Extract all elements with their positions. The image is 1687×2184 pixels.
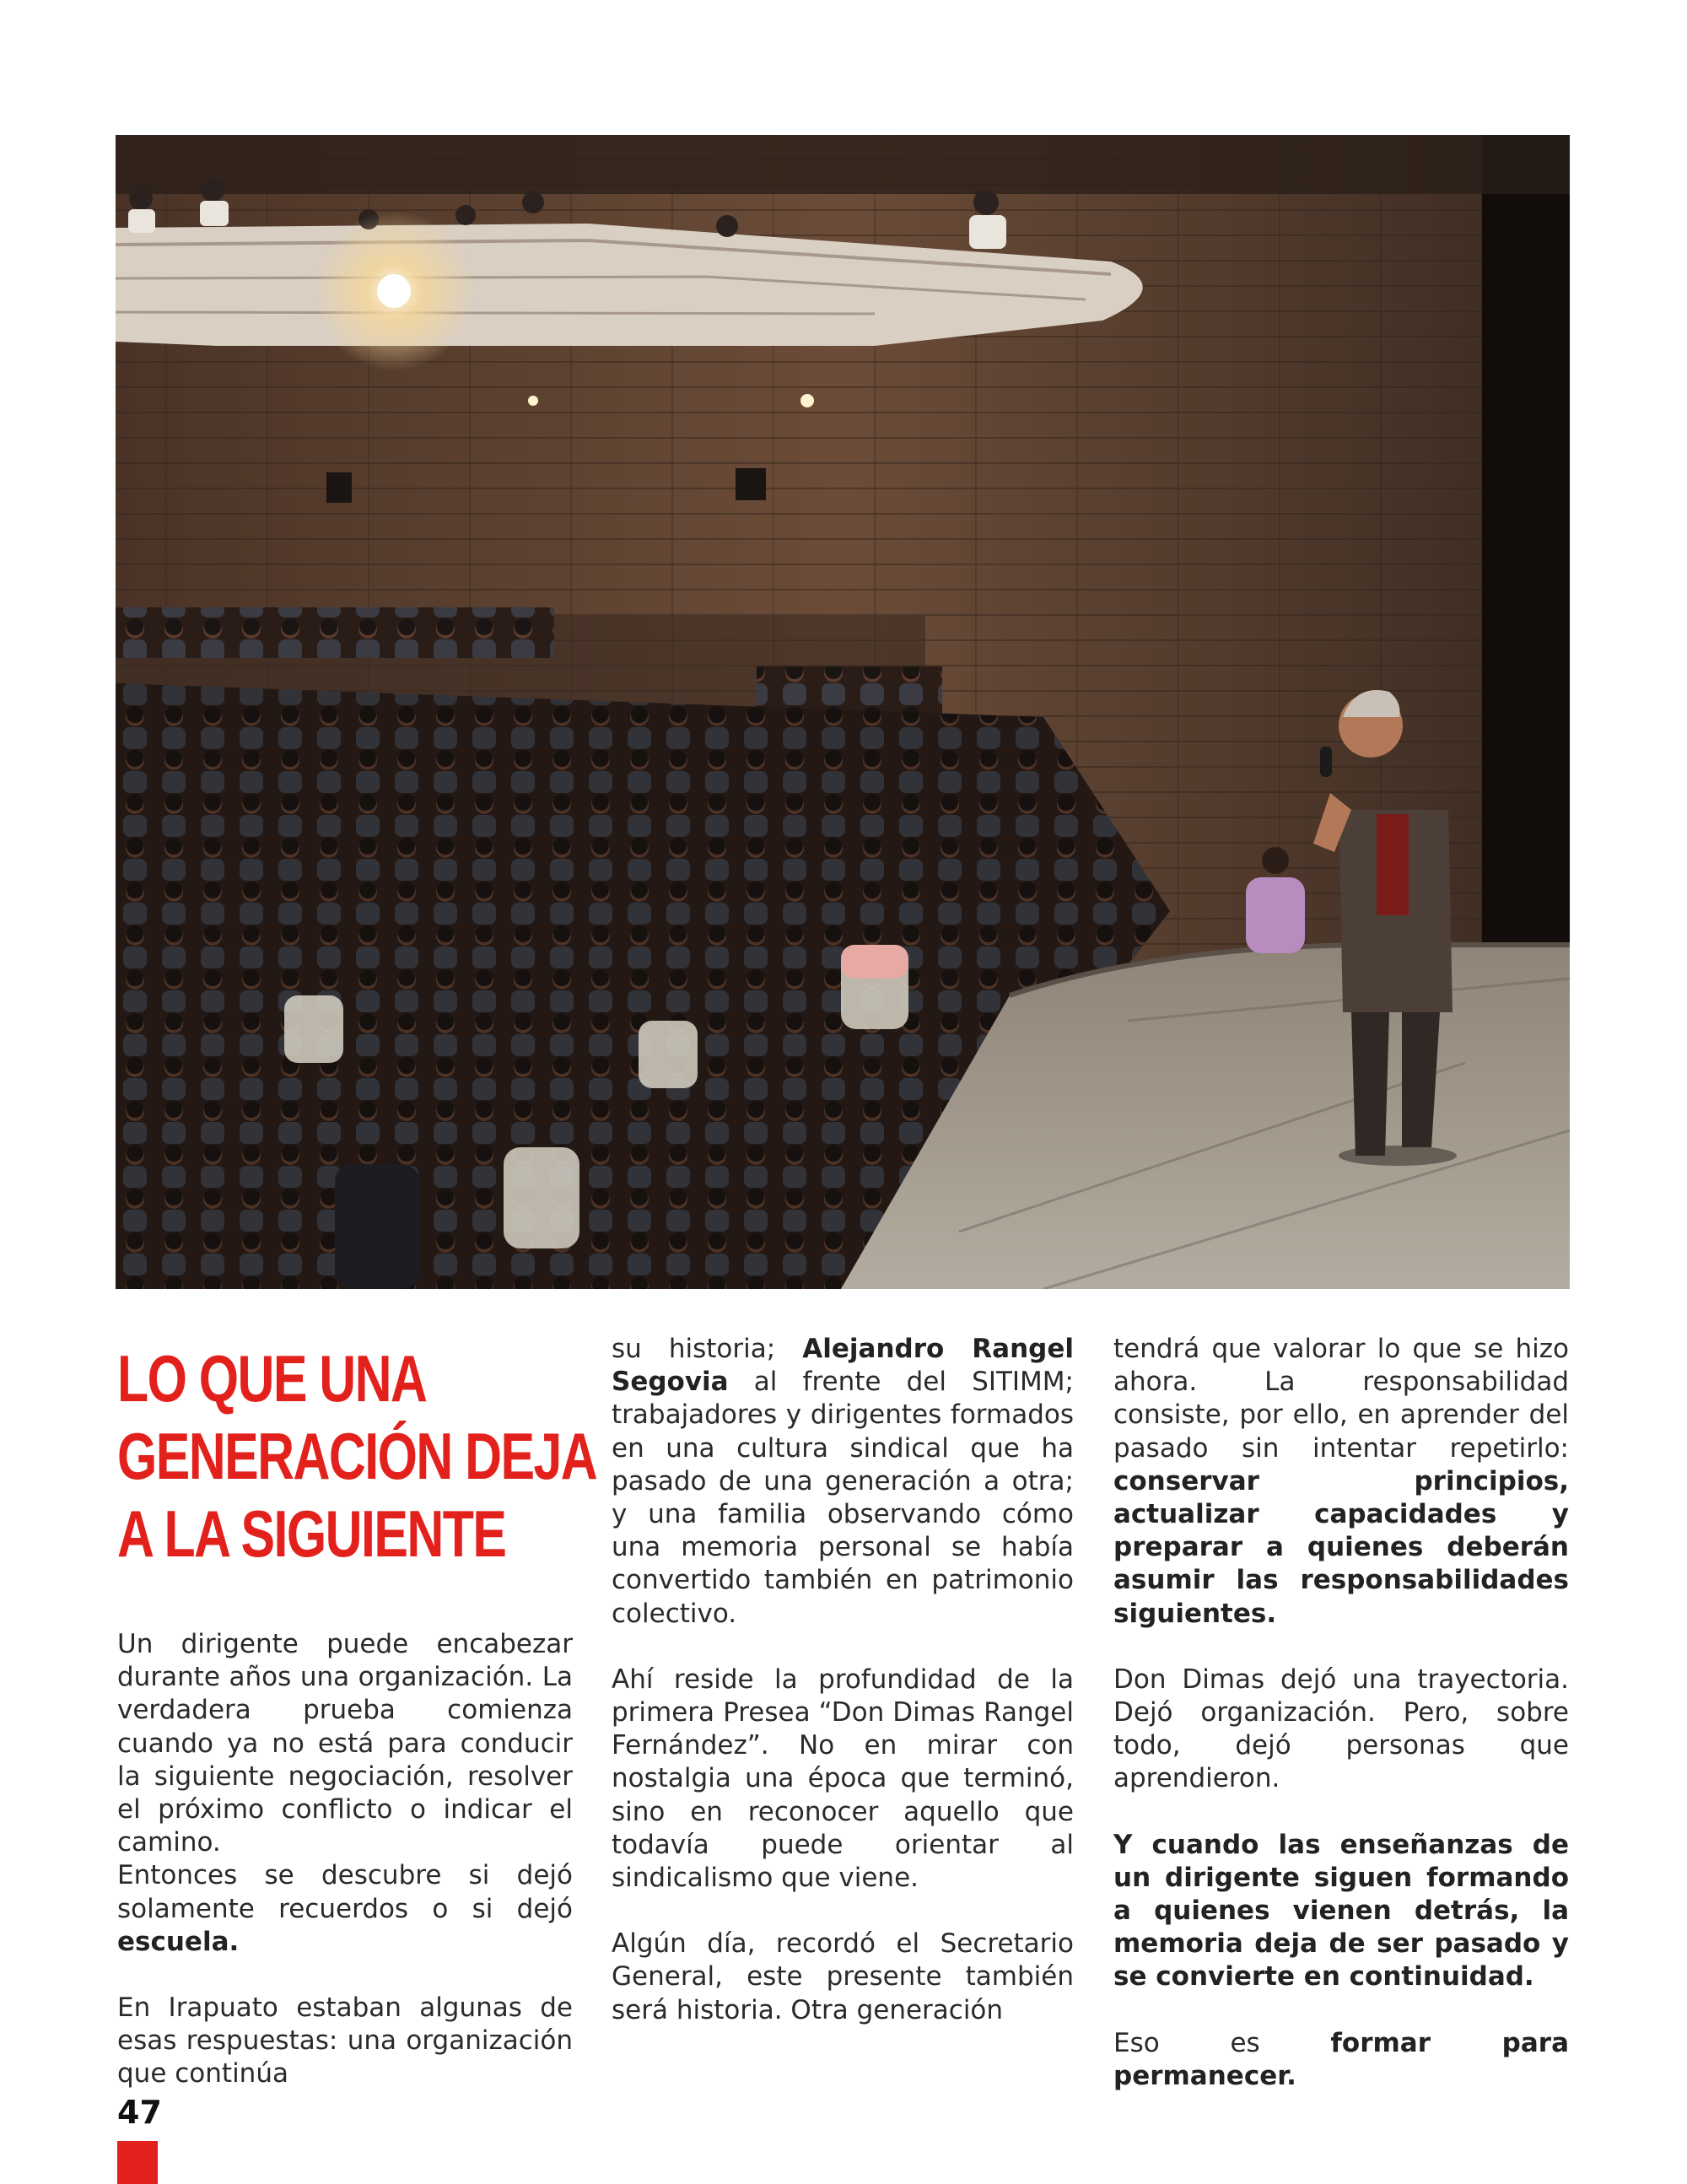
paragraph: En Irapuato estaban algunas de esas respuestas: una organización que continúa	[117, 1993, 573, 2090]
paragraph: Don Dimas dejó una trayectoria. Dejó organización. Pero, sobre todo, dejó personas que aprendieron.	[1113, 1664, 1569, 1794]
paragraph: su historia; Alejandro Rangel Segovia al frente del SITIMM; trabajadores y dirigentes formados en una cultura sindical que ha pasado de una generación a otra; y una familia observando cómo una memoria personal se había convertido también en patrimonio colectivo.	[612, 1334, 1074, 1629]
paragraph: Un dirigente puede encabezar durante años una organización. La verdadera prueba comienza cuando ya no está para conducir la siguiente negociación, resolver el próximo conflicto o indicar el camino.	[117, 1629, 573, 1858]
headline-line-3: A LA SIGUIENTE	[117, 1496, 506, 1571]
paragraph: Entonces se descubre si dejó solamente recuerdos o si dejó escuela.	[117, 1860, 573, 1957]
headline-line-2: GENERACIÓN DEJA	[117, 1419, 597, 1493]
page-number: 47	[117, 2094, 162, 2131]
auditorium-photo	[116, 135, 1570, 1289]
paragraph: Algún día, recordó el Secretario General, este presente también será historia. Otra generación	[612, 1928, 1074, 2025]
column-3	[1113, 1333, 1569, 2126]
paragraph: Ahí reside la profundidad de la primera Presea “Don Dimas Rangel Fernández”. No en mirar con nostalgia una época que terminó, sino en reconocer aquello que todavía puede orientar al sindicalismo que viene.	[612, 1664, 1074, 1894]
paragraph: Eso es formar para permanecer.	[1113, 2027, 1569, 2091]
headline-line-1: LO QUE UNA	[117, 1341, 427, 1416]
page-marker-block	[117, 2141, 158, 2184]
paragraph: tendrá que valorar lo que se hizo ahora. La responsabilidad consiste, por ello, en aprender del pasado sin intentar repetirlo: conservar principios, actualizar capacidades y preparar a quienes deberán asumir las responsabilidades siguientes.	[1113, 1334, 1569, 1629]
paragraph: Y cuando las enseñanzas de un dirigente siguen formando a quienes vienen detrás, la memoria deja de ser pasado y se convierte en continuidad.	[1113, 1829, 1569, 1993]
column-1	[117, 1333, 597, 2124]
article-photo	[116, 135, 1570, 1289]
article-headline	[117, 1333, 597, 1572]
column-2	[612, 1333, 1074, 2060]
